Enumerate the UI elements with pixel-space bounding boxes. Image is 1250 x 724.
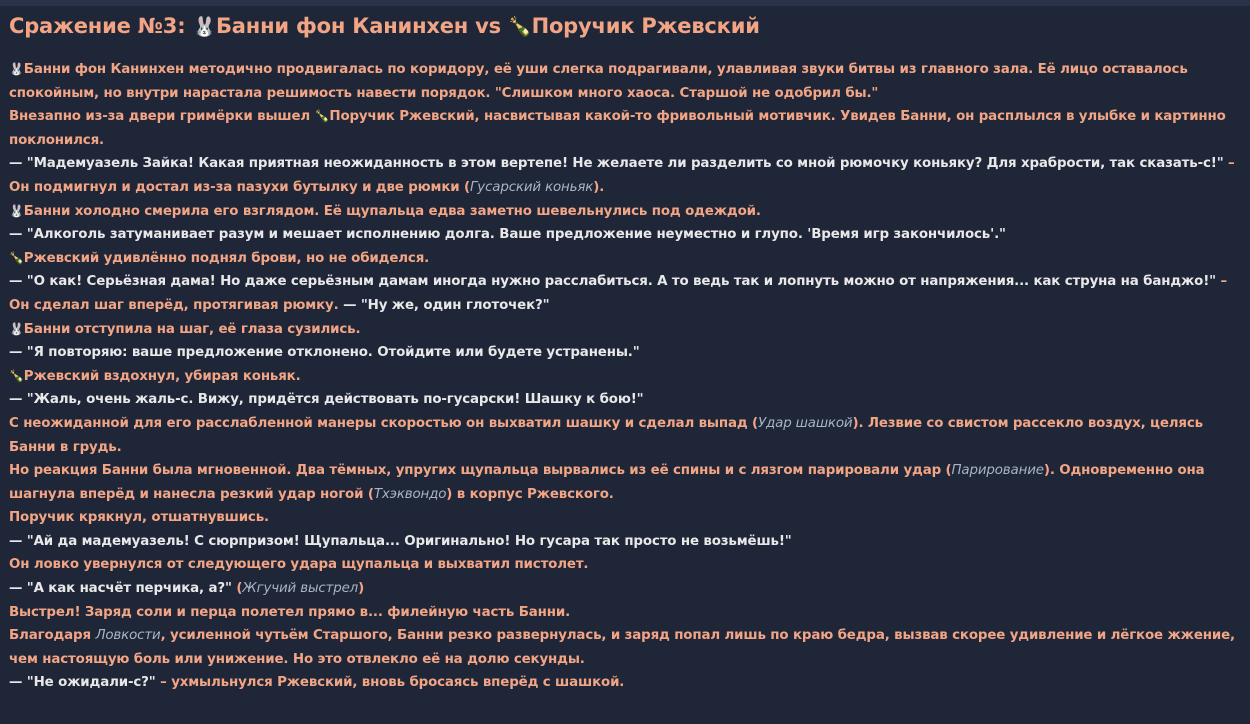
dialogue-text: — "Ай да мадемуазель! С сюрпризом! Щупальца... Оригинально! Но гусара так просто не возьмёшь!" — [9, 533, 792, 549]
story-paragraph — [9, 671, 1241, 695]
narration-text: Благодаря — [9, 628, 96, 644]
narration-text: – Он подмигнул и достал из-за пазухи бутылку и две рюмки ( — [9, 156, 1235, 195]
story-paragraph — [9, 506, 1241, 530]
story-paragraph — [9, 601, 1241, 625]
dialogue-text: — "Ну же, один глоточек?" — [343, 297, 550, 313]
skill-name: Ловкости — [95, 628, 161, 644]
skill-name: Гусарский коньяк — [470, 179, 594, 195]
narration-text: – Он сделал шаг вперёд, протягивая рюмку. — [9, 274, 1228, 313]
narration-text: Он ловко увернулся от следующего удара щупальца и выхватил пистолет. — [9, 557, 589, 573]
narration-text: Ржевский удивлённо поднял брови, но не обиделся. — [23, 250, 430, 266]
narration-text: Выстрел! Заряд соли и перца полетел прямо в... филейную часть Банни. — [9, 604, 571, 620]
story-body — [9, 58, 1241, 695]
story-paragraph — [9, 200, 1241, 224]
narration-text: С неожиданной для его расслабленной манеры скоростью он выхватил шашку и сделал выпад ( — [9, 415, 759, 431]
story-paragraph — [9, 365, 1241, 389]
narration-text: ). — [593, 179, 605, 195]
dialogue-text: — "Я повторяю: ваше предложение отклонено. Отойдите или будете устранены." — [9, 345, 640, 361]
story-paragraph — [9, 341, 1241, 365]
skill-name: Парирование — [951, 463, 1044, 479]
story-paragraph — [9, 152, 1241, 199]
champagne-bottle-emoji-icon: 🍾 — [9, 368, 24, 383]
battle-title — [9, 12, 1241, 41]
narration-text: ( — [231, 581, 243, 597]
title-rzhevsky-name: Поручик Ржевский — [531, 14, 760, 38]
story-paragraph — [9, 577, 1241, 601]
story-paragraph — [9, 412, 1241, 459]
title-bunny-name: Банни фон Канинхен vs — [216, 14, 509, 38]
narration-text: Поручик крякнул, отшатнувшись. — [9, 510, 269, 526]
narration-text: Но реакция Банни была мгновенной. Два тёмных, упругих щупальца вырвались из её спины и с лязгом парировали удар ( — [9, 463, 952, 479]
story-paragraph — [9, 388, 1241, 412]
story-paragraph — [9, 105, 1241, 152]
story-paragraph — [9, 530, 1241, 554]
dialogue-text: — "А как насчёт перчика, а?" — [9, 581, 232, 597]
dialogue-text: — "Жаль, очень жаль-с. Вижу, придётся действовать по-гусарски! Шашку к бою!" — [9, 392, 644, 408]
story-paragraph — [9, 270, 1241, 317]
narration-text: – ухмыльнулся Ржевский, вновь бросаясь вперёд с шашкой. — [155, 675, 625, 691]
bunny-emoji-icon: 🐰 — [9, 62, 24, 76]
champagne-bottle-emoji-icon: 🍾 — [314, 109, 330, 124]
narration-text: Банни холодно смерила его взглядом. Её щупальца едва заметно шевельнулись под одеждой. — [23, 203, 761, 219]
story-paragraph — [9, 553, 1241, 577]
champagne-bottle-emoji-icon: 🍾 — [508, 16, 532, 38]
dialogue-text: — "О как! Серьёзная дама! Но даже серьёзным дамам иногда нужно расслабиться. А то ведь так и лопнуть можно от напряжения... как струна на банджо!" — [9, 274, 1217, 290]
story-paragraph — [9, 223, 1241, 247]
narration-text: Банни фон Канинхен методично продвигалась по коридору, её уши слегка подрагивали, улавливая звуки битвы из главного зала. Её лицо оставалось спокойным, но внутри нарастала решимость навести порядок. "Слишком много хаоса. Старшой не одобрил бы." — [9, 62, 1188, 101]
narration-text: ) в корпус Ржевского. — [446, 486, 614, 502]
champagne-bottle-emoji-icon: 🍾 — [9, 250, 24, 265]
bunny-emoji-icon: 🐰 — [9, 203, 24, 218]
story-paragraph — [9, 247, 1241, 271]
story-message — [9, 12, 1241, 695]
story-paragraph — [9, 58, 1241, 105]
top-toolbar-strip — [0, 0, 1250, 6]
narration-text: Ржевский вздохнул, убирая коньяк. — [23, 368, 301, 384]
dialogue-text: — "Алкоголь затуманивает разум и мешает исполнению долга. Ваше предложение неуместно и глупо. 'Время игр закончилось'." — [9, 227, 1006, 243]
narration-text: Поручик Ржевский, насвистывая какой-то фривольный мотивчик. Увидев Банни, он расплылся в улыбке и картинно поклонился. — [9, 109, 1226, 148]
bunny-emoji-icon: 🐰 — [9, 321, 24, 336]
narration-text: ). Лезвие со свистом рассекло воздух, целясь Банни в грудь. — [9, 415, 1203, 455]
skill-name: Жгучий выстрел — [242, 581, 359, 597]
title-prefix: Сражение №3: — [9, 14, 193, 38]
story-paragraph — [9, 459, 1241, 506]
narration-text: Банни отступила на шаг, её глаза сузились. — [23, 321, 361, 337]
narration-text: ). Одновременно она шагнула вперёд и нанесла резкий удар ногой ( — [9, 463, 1205, 502]
skill-name: Тхэквондо — [373, 486, 447, 502]
narration-text: Внезапно из-за двери гримёрки вышел — [9, 109, 315, 125]
dialogue-text: — "Не ожидали-с?" — [9, 675, 156, 691]
story-paragraph — [9, 624, 1241, 671]
narration-text: , усиленной чутьём Старшого, Банни резко развернулась, и заряд попал лишь по краю бедра, вызвав скорее удивление и лёгкое жжение, чем настоящую боль или унижение. Но это отвлекло её на долю секунды. — [9, 628, 1235, 667]
story-paragraph — [9, 318, 1241, 342]
skill-name: Удар шашкой — [758, 415, 853, 431]
dialogue-text: — "Мадемуазель Зайка! Какая приятная неожиданность в этом вертепе! Не желаете ли разделить со мной рюмочку коньяку? Для храбрости, так сказать-с!" — [9, 156, 1224, 172]
bunny-emoji-icon: 🐰 — [192, 16, 216, 38]
narration-text: ) — [358, 581, 365, 597]
